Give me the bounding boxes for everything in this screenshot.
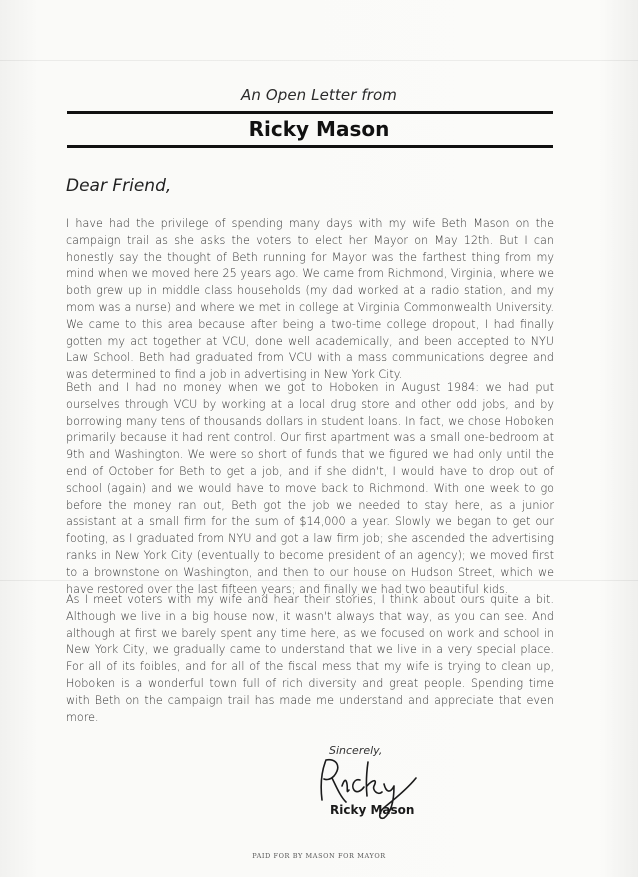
signer-name: Ricky Mason: [330, 803, 415, 817]
paragraph-1: I have had the privilege of spending many days with my wife Beth Mason on the campaign trail as she asks the voters to elect her Mayor on May 12th. But I can honestly say the thought of Beth running for Mayor was the farthest thing from my mind when we moved here 25 years ago. We came from Richmond, Virginia, where we both grew up in middle class households (my dad worked at a radio station, and my mom was a nurse) and where we met in college at Virginia Commonwealth University. We came to this area because after being a two-time college dropout, I had finally gotten my act together at VCU, done well academically, and been accepted to NYU Law School. Beth had graduated from VCU with a mass communications degree and was determined to find a job in advertising in New York City.: [66, 217, 554, 382]
paper-fold: [0, 60, 638, 61]
header-rule-bottom: [67, 145, 553, 148]
closing: Sincerely,: [329, 744, 383, 757]
header-rule-top: [67, 111, 553, 114]
header-name: Ricky Mason: [248, 117, 390, 141]
paragraph-3: As I meet voters with my wife and hear their stories, I think about ours quite a bit. Although we live in a big house now, it wasn't always that way, as you can see. And although at first we barely spent any time here, as we focused on work and school in New York City, we gradually came to understand that we live in a very special place. For all of its foibles, and for all of the fiscal mess that my wife is trying to clean up, Hoboken is a wonderful town full of rich diversity and great people. Spending time with Beth on the campaign trail has made me understand and appreciate that even more.: [66, 593, 554, 724]
salutation: Dear Friend,: [66, 176, 172, 196]
header-subtitle: An Open Letter from: [240, 86, 398, 104]
paragraph-2: Beth and I had no money when we got to Hoboken in August 1984: we had put ourselves through VCU by working at a local drug store and other odd jobs, and by borrowing many tens of thousands dollars in student loans. In fact, we chose Hoboken primarily because it had rent control. Our first apartment was a small one-bedroom at 9th and Washington. We were so short of funds that we figured we had only until the end of October for Beth to get a job, and if she didn't, I would have to drop out of school (again) and we would have to move back to Richmond. With one week to go before the money ran out, Beth got the job we needed to stay here, as a junior assistant at a small firm for the sum of $14,000 a year. Slowly we began to get our footing, as I graduated from NYU and got a law firm job; she ascended the advertising ranks in New York City (eventually to become president of an agency); we moved first to a brownstone on Washington, and then to our house on Hudson Street, which we have restored over the last fifteen years; and finally we had two beautiful kids.: [66, 381, 554, 596]
paid-for-footer: PAID FOR BY MASON FOR MAYOR: [252, 852, 386, 860]
